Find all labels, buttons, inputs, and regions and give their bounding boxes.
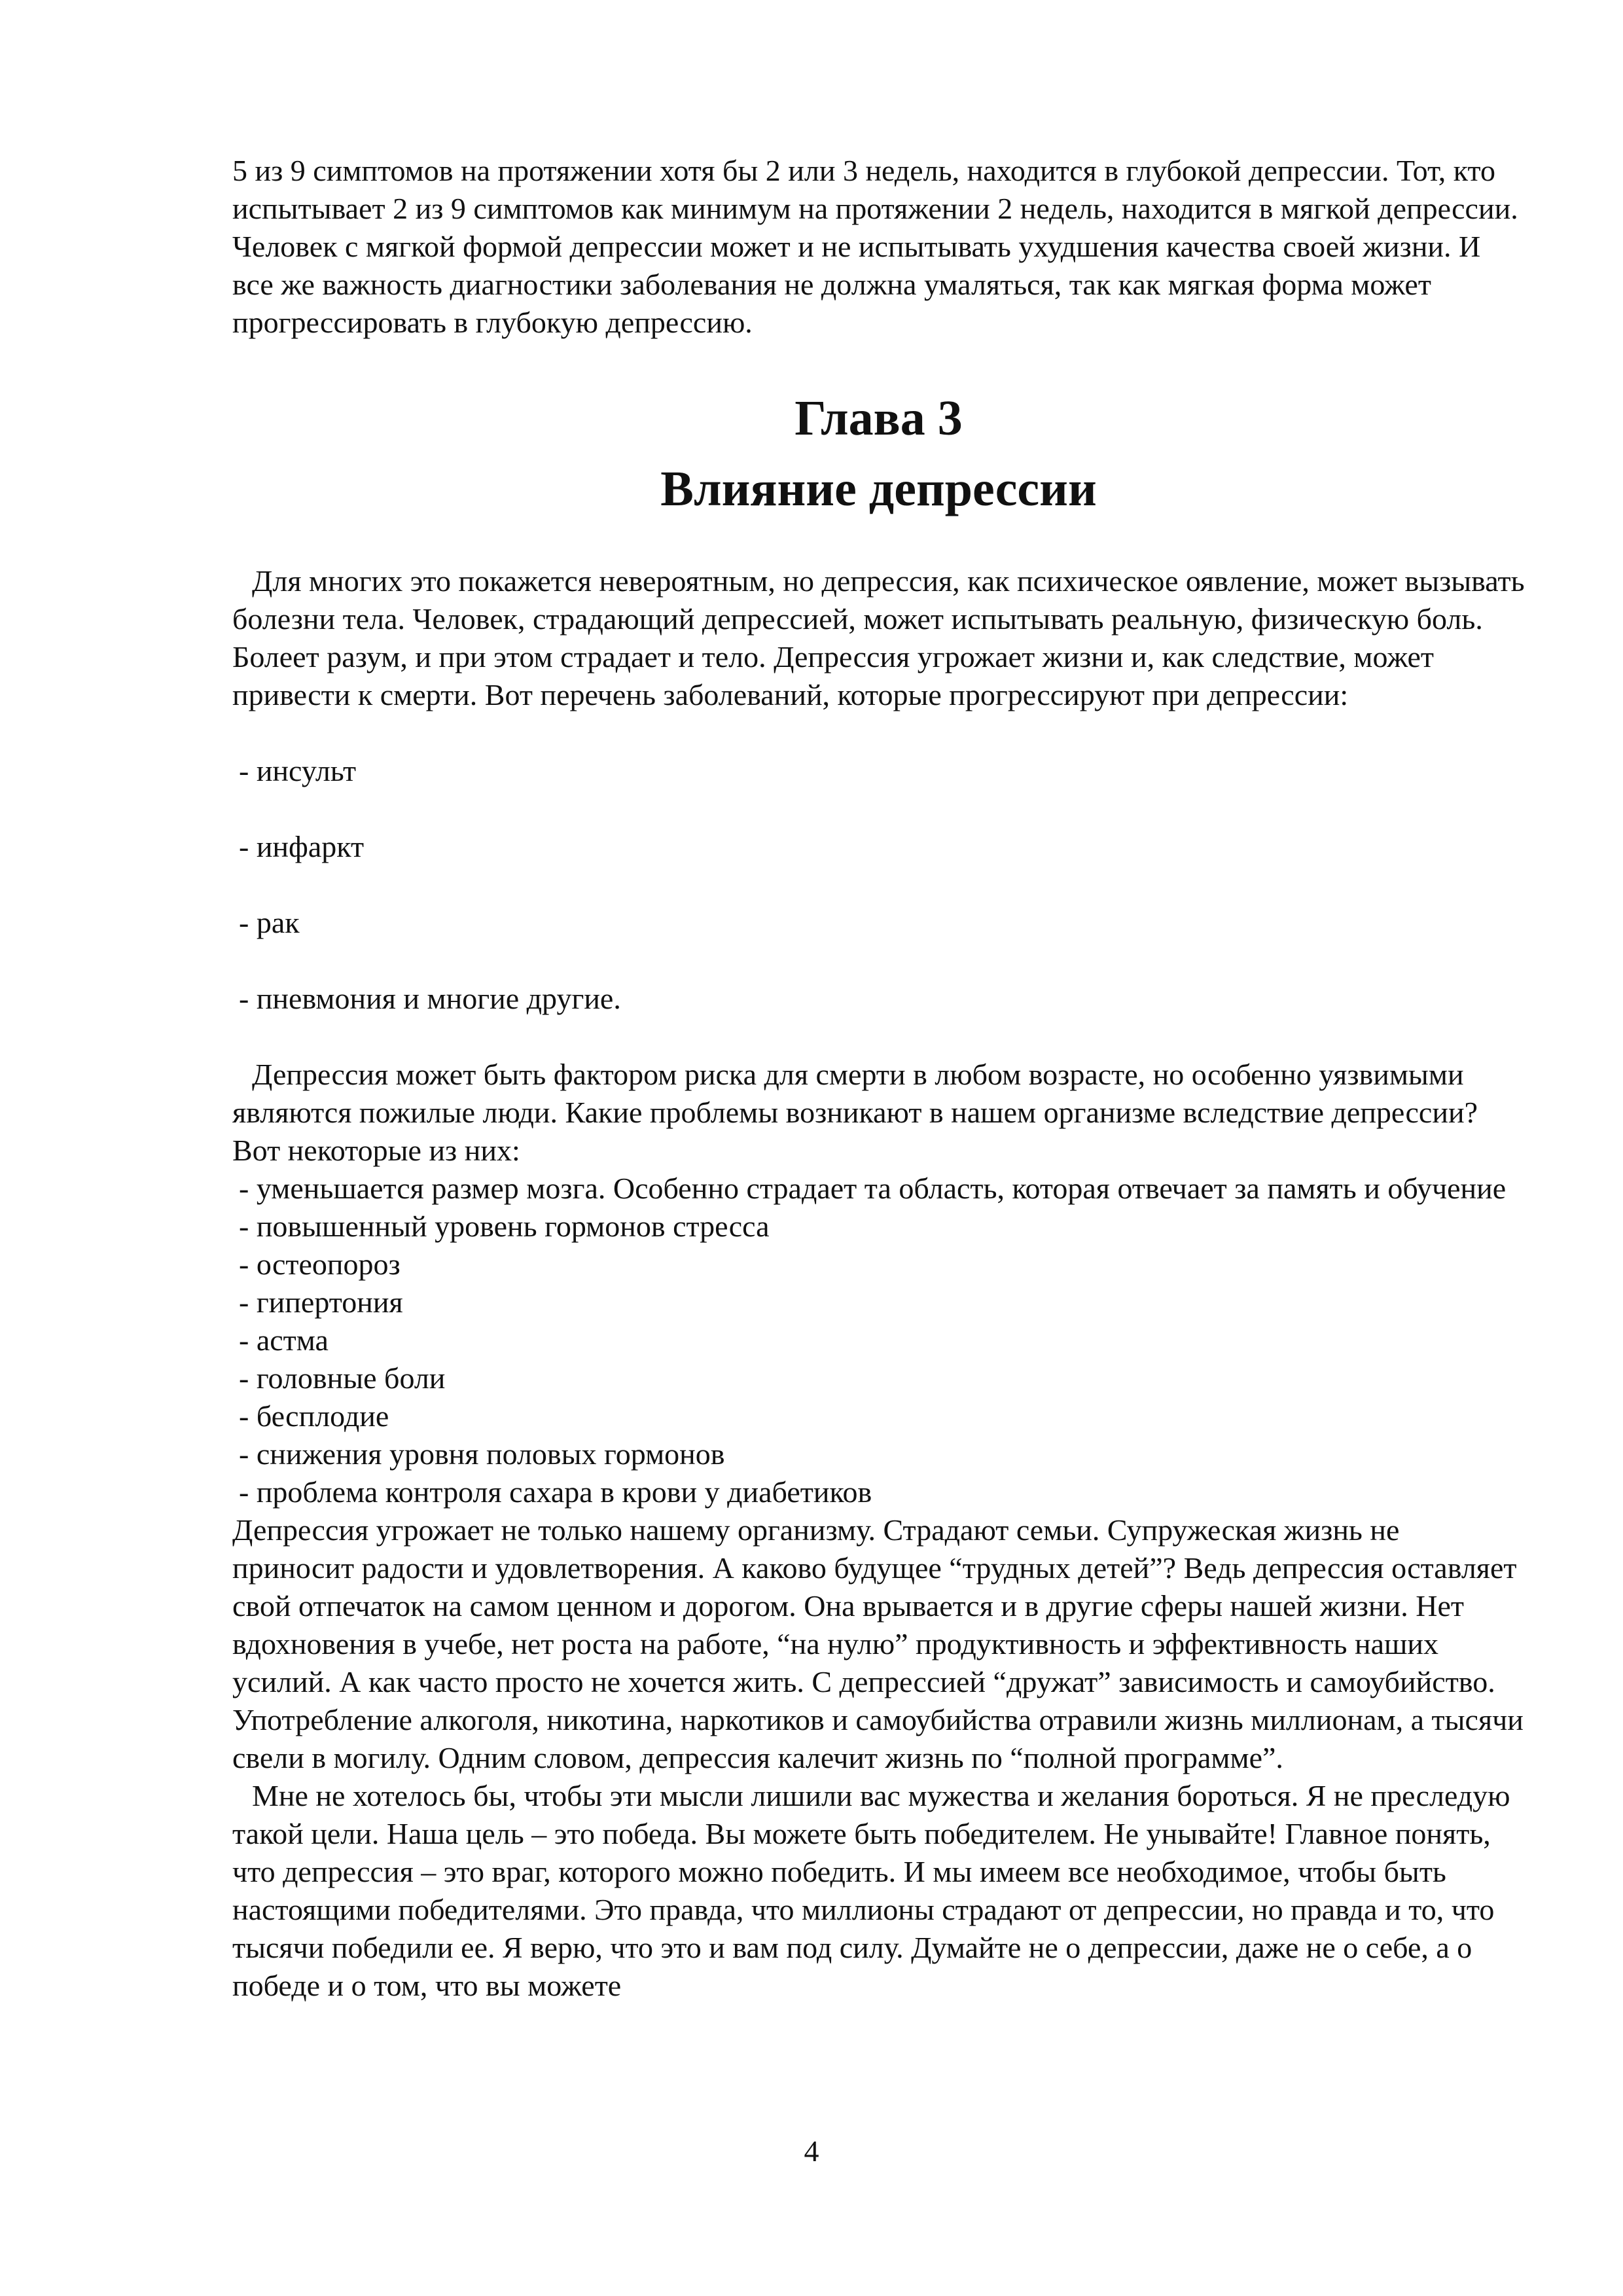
list-item: - гипертония	[239, 1285, 403, 1319]
spacer	[232, 714, 1525, 752]
problems-list	[232, 1170, 1525, 1511]
document-page	[232, 152, 1525, 2005]
paragraph-problems-intro: Депрессия может быть фактором риска для смерти в любом возрасте, но особенно уязвимыми являются пожилые люди. Какие проблемы возникают в нашем организме вследствие депрессии? Вот некоторые из них:	[232, 1058, 1478, 1167]
paragraph-encouragement: Мне не хотелось бы, чтобы эти мысли лишили вас мужества и желания бороться. Я не преследую такой цели. Наша цель – это победа. Вы можете быть победителем. Не унывайте! Главное понять, что депрессия – это враг, которого можно победить. И мы имеем все необходимое, чтобы быть настоящими победителями. Это правда, что миллионы страдают от депрессии, но правда и то, что тысячи победили ее. Я верю, что это и вам под силу. Думайте не о депрессии, даже не о себе, а о победе и о том, что вы можете	[232, 1779, 1510, 2002]
chapter-heading	[232, 383, 1525, 524]
list-item: - остеопороз	[239, 1247, 401, 1281]
intro-paragraph: 5 из 9 симптомов на протяжении хотя бы 2 или 3 недель, находится в глубокой депрессии. Тот, кто испытывает 2 из 9 симптомов как минимум на протяжении 2 недель, находится в мягкой депрессии. Человек с мягкой формой депрессии может и не испытывать ухудшения качества своей жизни. И все же важность диагностики заболевания не должна умаляться, так как мягкая форма может прогрессировать в глубокую депрессию.	[232, 154, 1518, 339]
list-item: - снижения уровня половых гормонов	[239, 1437, 725, 1471]
list-item: - астма	[239, 1323, 329, 1357]
list-item: - головные боли	[239, 1361, 446, 1395]
list-item: - рак	[239, 906, 300, 939]
list-item: - повышенный уровень гормонов стресса	[239, 1210, 770, 1243]
page-number: 4	[804, 2134, 819, 2168]
diseases-list	[232, 752, 1525, 1018]
chapter-number: Глава 3	[794, 391, 963, 446]
list-item: - бесплодие	[239, 1399, 389, 1433]
chapter-title: Влияние депрессии	[660, 461, 1097, 516]
list-item: - инфаркт	[239, 830, 365, 863]
list-item: - проблема контроля сахара в крови у диабетиков	[239, 1475, 872, 1509]
list-item: - инсульт	[239, 754, 357, 787]
list-item: - уменьшается размер мозга. Особенно страдает та область, которая отвечает за память и обучение	[239, 1172, 1507, 1205]
list-item: - пневмония и многие другие.	[239, 982, 621, 1015]
paragraph-society-impact: Депрессия угрожает не только нашему организму. Страдают семьи. Супружеская жизнь не приносит радости и удовлетворения. А каково будущее “трудных детей”? Ведь депрессия оставляет свой отпечаток на самом ценном и дорогом. Она врывается и в другие сферы нашей жизни. Нет вдохновения в учебе, нет роста на работе, “на нулю” продуктивность и эффективность наших усилий. А как часто просто не хочется жить. С депрессией “дружат” зависимость и самоубийство. Употребление алкоголя, никотина, наркотиков и самоубийства отравили жизнь миллионам, а тысячи свели в могилу. Одним словом, депрессия калечит жизнь по “полной программе”.	[232, 1513, 1524, 1774]
paragraph-diseases-intro: Для многих это покажется невероятным, но депрессия, как психическое оявление, может вызывать болезни тела. Человек, страдающий депрессией, может испытывать реальную, физическую боль. Болеет разум, и при этом страдает и тело. Депрессия угрожает жизни и, как следствие, может привести к смерти. Вот перечень заболеваний, которые прогрессируют при депрессии:	[232, 564, 1525, 711]
